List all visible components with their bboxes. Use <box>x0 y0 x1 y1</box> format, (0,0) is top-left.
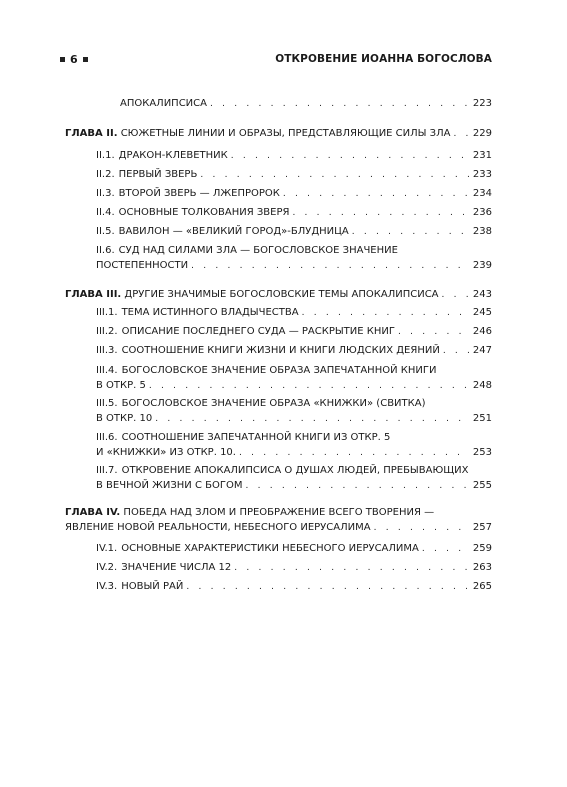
section-number: II.4. <box>96 207 115 218</box>
toc-page-number: 239 <box>472 260 492 271</box>
section-number: III.4. <box>96 365 118 376</box>
leader-dots <box>283 188 470 201</box>
section-title-cont: В ОТКР. 5 <box>96 380 146 391</box>
toc-section <box>96 431 492 460</box>
toc-page-number: 255 <box>472 480 492 491</box>
chapter-label: ГЛАВА II. <box>65 128 118 139</box>
section-title: СООТНОШЕНИЕ КНИГИ ЖИЗНИ И КНИГИ ЛЮДСКИХ ДЕЯНИЙ <box>121 345 440 356</box>
section-number: II.1. <box>96 150 115 161</box>
page-number <box>60 53 93 66</box>
page-number-value: 6 <box>70 53 78 66</box>
section-number: III.2. <box>96 326 118 337</box>
section-number: III.7. <box>96 465 118 476</box>
section-title-cont: И «КНИЖКИ» ИЗ ОТКР. 10. <box>96 447 236 458</box>
section-number: IV.1. <box>96 543 118 554</box>
section-title: БОГОСЛОВСКОЕ ЗНАЧЕНИЕ ОБРАЗА «КНИЖКИ» (СВИТКА) <box>121 398 426 409</box>
toc-page-number: 233 <box>472 169 492 180</box>
leader-dots <box>245 480 469 493</box>
toc-section <box>96 206 492 220</box>
section-number: II.2. <box>96 169 115 180</box>
leader-dots <box>453 128 469 141</box>
book-title: ОТКРОВЕНИЕ ИОАННА БОГОСЛОВА <box>275 53 492 65</box>
toc-chapter <box>65 506 492 535</box>
leader-dots <box>210 98 470 111</box>
section-title: ОПИСАНИЕ ПОСЛЕДНЕГО СУДА — РАСКРЫТИЕ КНИГ <box>121 326 395 337</box>
leader-dots <box>442 289 470 302</box>
leader-dots <box>231 150 470 163</box>
toc-page-number: 236 <box>472 207 492 218</box>
square-bullet-icon <box>83 57 88 62</box>
leader-dots <box>422 543 470 556</box>
section-number: III.1. <box>96 307 118 318</box>
square-bullet-icon <box>60 57 65 62</box>
toc-page-number: 243 <box>472 289 492 300</box>
section-title: ЗНАЧЕНИЕ ЧИСЛА 12 <box>121 562 232 573</box>
toc-page-number: 251 <box>472 413 492 424</box>
toc-page-number: 231 <box>472 150 492 161</box>
toc-section <box>96 580 492 594</box>
toc-entry-title: АПОКАЛИПСИСА <box>120 98 207 109</box>
toc-section <box>96 344 492 358</box>
toc-section <box>96 244 492 273</box>
section-number: III.5. <box>96 398 118 409</box>
running-header <box>60 53 492 67</box>
section-title: ДРАКОН-КЛЕВЕТНИК <box>118 150 228 161</box>
toc-page-number: 248 <box>472 380 492 391</box>
section-number: III.3. <box>96 345 118 356</box>
leader-dots <box>234 562 470 575</box>
leader-dots <box>443 345 470 358</box>
toc-section <box>96 542 492 556</box>
section-title: ОТКРОВЕНИЕ АПОКАЛИПСИСА О ДУШАХ ЛЮДЕЙ, ПРЕБЫВАЮЩИХ <box>121 465 469 476</box>
toc-section <box>96 325 492 339</box>
toc-chapter <box>65 288 492 302</box>
toc-page-number: 259 <box>472 543 492 554</box>
toc-section <box>96 168 492 182</box>
toc-page-number: 223 <box>472 98 492 109</box>
leader-dots <box>374 522 470 535</box>
chapter-label: ГЛАВА III. <box>65 289 122 300</box>
toc-section <box>96 225 492 239</box>
toc-section <box>96 187 492 201</box>
leader-dots <box>352 226 470 239</box>
section-title: СУД НАД СИЛАМИ ЗЛА — БОГОСЛОВСКОЕ ЗНАЧЕНИЕ <box>118 245 398 256</box>
section-title: СООТНОШЕНИЕ ЗАПЕЧАТАННОЙ КНИГИ ИЗ ОТКР. 5 <box>121 432 391 443</box>
section-title: ТЕМА ИСТИННОГО ВЛАДЫЧЕСТВА <box>121 307 299 318</box>
leader-dots <box>302 307 470 320</box>
section-number: IV.2. <box>96 562 118 573</box>
section-title: БОГОСЛОВСКОЕ ЗНАЧЕНИЕ ОБРАЗА ЗАПЕЧАТАННОЙ КНИГИ <box>121 365 437 376</box>
toc-section <box>96 397 492 426</box>
toc-page-number: 246 <box>472 326 492 337</box>
toc-page-number: 257 <box>472 522 492 533</box>
section-title: ОСНОВНЫЕ ХАРАКТЕРИСТИКИ НЕБЕСНОГО ИЕРУСАЛИМА <box>121 543 419 554</box>
section-title: НОВЫЙ РАЙ <box>121 581 184 592</box>
leader-dots <box>149 380 470 393</box>
toc-page-number: 234 <box>472 188 492 199</box>
toc-page-number: 229 <box>472 128 492 139</box>
leader-dots <box>398 326 470 339</box>
chapter-title: ПОБЕДА НАД ЗЛОМ И ПРЕОБРАЖЕНИЕ ВСЕГО ТВОРЕНИЯ — <box>123 507 435 518</box>
section-number: II.6. <box>96 245 115 256</box>
leader-dots <box>292 207 469 220</box>
toc-section <box>96 561 492 575</box>
section-number: IV.3. <box>96 581 118 592</box>
toc-chapter <box>65 127 492 141</box>
section-title: ВТОРОЙ ЗВЕРЬ — ЛЖЕПРОРОК <box>118 188 280 199</box>
toc-section <box>96 149 492 163</box>
toc-page-number: 238 <box>472 226 492 237</box>
toc-section <box>96 306 492 320</box>
leader-dots <box>155 413 470 426</box>
section-number: II.5. <box>96 226 115 237</box>
leader-dots <box>186 581 470 594</box>
toc-page-number: 245 <box>472 307 492 318</box>
section-title-cont: ПОСТЕПЕННОСТИ <box>96 260 189 271</box>
section-title-cont: В ОТКР. 10 <box>96 413 153 424</box>
section-title: ПЕРВЫЙ ЗВЕРЬ <box>118 169 198 180</box>
toc-page-number: 253 <box>472 447 492 458</box>
chapter-label: ГЛАВА IV. <box>65 507 121 518</box>
leader-dots <box>191 260 470 273</box>
section-title: ВАВИЛОН — «ВЕЛИКИЙ ГОРОД»-БЛУДНИЦА <box>118 226 349 237</box>
toc-section <box>96 464 492 493</box>
toc-entry <box>120 97 492 111</box>
toc-page-number: 263 <box>472 562 492 573</box>
leader-dots <box>239 447 470 460</box>
section-title-cont: В ВЕЧНОЙ ЖИЗНИ С БОГОМ <box>96 480 243 491</box>
section-number: III.6. <box>96 432 118 443</box>
section-title: ОСНОВНЫЕ ТОЛКОВАНИЯ ЗВЕРЯ <box>118 207 290 218</box>
toc-page-number: 265 <box>472 581 492 592</box>
chapter-title-cont: ЯВЛЕНИЕ НОВОЙ РЕАЛЬНОСТИ, НЕБЕСНОГО ИЕРУСАЛИМА <box>65 522 371 533</box>
toc-page-number: 247 <box>472 345 492 356</box>
toc-section <box>96 364 492 393</box>
section-number: II.3. <box>96 188 115 199</box>
leader-dots <box>200 169 470 182</box>
chapter-title: СЮЖЕТНЫЕ ЛИНИИ И ОБРАЗЫ, ПРЕДСТАВЛЯЮЩИЕ СИЛЫ ЗЛА <box>120 128 451 139</box>
chapter-title: ДРУГИЕ ЗНАЧИМЫЕ БОГОСЛОВСКИЕ ТЕМЫ АПОКАЛИПСИСА <box>124 289 439 300</box>
